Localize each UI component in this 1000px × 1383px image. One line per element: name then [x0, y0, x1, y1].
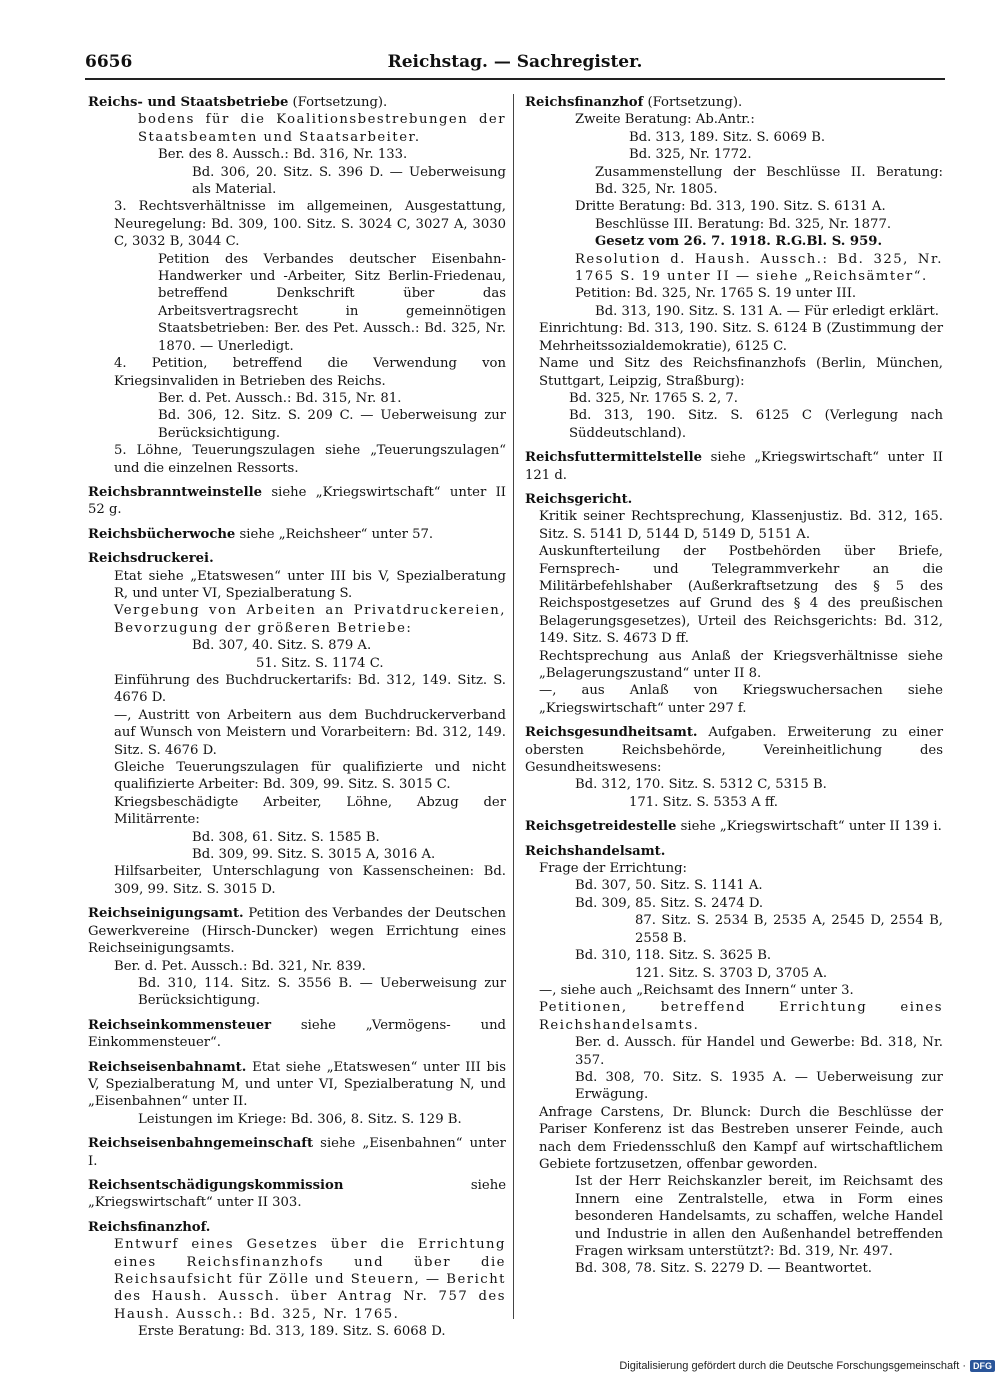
index-entry — [88, 905, 506, 1009]
entry-line: Bd. 308, 70. Sitz. S. 1935 A. — Ueberweisung zur Erwägung. — [575, 1069, 943, 1103]
index-entry — [88, 550, 506, 898]
index-entry — [525, 94, 943, 442]
entry-line: Bd. 307, 40. Sitz. S. 879 A. — [192, 638, 372, 654]
entry-line: Bd. 313, 189. Sitz. S. 6069 B. — [629, 129, 826, 145]
index-entry — [88, 1177, 506, 1212]
entry-line: —, siehe auch „Reichsamt des Innern“ unter 3. — [539, 982, 854, 998]
entry-line: Leistungen im Kriege: Bd. 306, 8. Sitz. S. 129 B. — [138, 1111, 462, 1127]
entry-heading: Reichsdruckerei. — [88, 551, 214, 567]
entry-line: Name und Sitz des Reichsfinanzhofs (Berlin, München, Stuttgart, Leipzig, Straßburg): — [539, 356, 943, 389]
entry-text: siehe „Vermögens- und Einkommensteuer“. — [88, 1017, 506, 1051]
entry-text: siehe „Reichsheer“ unter 57. — [235, 526, 434, 542]
entry-line: Etat siehe „Etatswesen“ unter III bis V, Spezialberatung R, und unter VI, Spezialberatung S. — [114, 568, 506, 601]
entry-heading: Reichsfuttermittelstelle — [525, 450, 703, 466]
entry-text: siehe „Kriegswirtschaft“ unter II 303. — [88, 1177, 506, 1211]
running-header — [85, 52, 945, 76]
index-entry — [88, 526, 506, 543]
entry-line: 121. Sitz. S. 3703 D, 3705 A. — [635, 965, 828, 981]
index-entry — [88, 94, 506, 477]
entry-text: siehe „Eisenbahnen“ unter I. — [88, 1136, 506, 1169]
entry-line: Dritte Beratung: Bd. 313, 190. Sitz. S. 6131 A. — [575, 199, 886, 215]
entry-line: Frage der Errichtung: — [539, 861, 687, 877]
digitization-credit — [600, 1360, 995, 1376]
entry-line: Ber. d. Aussch. für Handel und Gewerbe: Bd. 318, Nr. 357. — [575, 1035, 943, 1068]
index-entry — [88, 484, 506, 519]
entry-line: Gleiche Teuerungszulagen für qualifizierte und nicht qualifizierte Arbeiter: Bd. 309, 99. Sitz. S. 3015 C. — [114, 760, 506, 793]
entry-heading: Reichseinigungsamt. — [88, 906, 244, 922]
entry-line: Einführung des Buchdruckertarifs: Bd. 312, 149. Sitz. S. 4676 D. — [114, 673, 506, 706]
entry-line: Zweite Beratung: Ab.Antr.: — [575, 112, 755, 128]
entry-line: Bd. 310, 118. Sitz. S. 3625 B. — [575, 948, 772, 964]
header-rule — [85, 78, 945, 80]
index-entry — [88, 1017, 506, 1052]
entry-line: Beschlüsse III. Beratung: Bd. 325, Nr. 1877. — [595, 216, 892, 232]
entry-line: Petitionen, betreffend Errichtung eines Reichshandelsamts. — [539, 1000, 943, 1033]
entry-heading: Reichsentschädigungskommission — [88, 1177, 344, 1193]
page-title: Reichstag. — Sachregister. — [387, 52, 643, 72]
index-entry — [525, 491, 943, 717]
index-entry — [88, 1135, 506, 1170]
entry-line: Ber. d. Pet. Aussch.: Bd. 321, Nr. 839. — [114, 958, 366, 974]
entry-heading: Reichsfinanzhof. — [88, 1219, 211, 1235]
entry-line: Entwurf eines Gesetzes über die Errichtung eines Reichsfinanzhofs und über die Reichsaufsicht für Zölle und Steuern, — Bericht des Haush. Aussch. über Antrag Nr. 757 des Haush. Aussch.: Bd. 325, Nr. 1765. — [114, 1237, 506, 1322]
index-entry — [525, 724, 943, 811]
index-entry — [88, 1059, 506, 1129]
entry-continuation: (Fortsetzung). — [288, 95, 388, 110]
index-entry — [525, 843, 943, 1278]
entry-heading: Reichsgericht. — [525, 491, 633, 507]
entry-text: Aufgaben. Erweiterung zu einer obersten Reichsbehörde, Vereinheitlichung des Gesundheitswesens: — [525, 725, 943, 776]
entry-line: Ist der Herr Reichskanzler bereit, im Reichsamt des Innern eine Zentralstelle, etwa in Form eines besonderen Handelsamts, zu schaffen, welche Handel und Industrie in allen den Außenhandel betreffenden Fragen wirksam unterstützt?: Bd. 319, Nr. 497. — [575, 1174, 943, 1259]
entry-line: Petition des Verbandes deutscher Eisenbahn-Handwerker und -Arbeiter, Sitz Berlin-Friedenau, betreffend Denkschrift über das Arbeitsvertragsrecht in gemeinnötigen Staatsbetrieben: Ber. des Pet. Aussch.: Bd. 325, Nr. 1870. — Unerledigt. — [158, 251, 506, 354]
index-entry — [525, 449, 943, 484]
right-column — [525, 94, 943, 1285]
dfg-logo: DFG — [970, 1360, 995, 1372]
entry-line: Bd. 309, 99. Sitz. S. 3015 A, 3016 A. — [192, 847, 436, 863]
entry-heading: Reichseisenbahnamt. — [88, 1059, 247, 1075]
entry-heading: Reichsfinanzhof — [525, 95, 644, 110]
entry-heading: Reichsgesundheitsamt. — [525, 725, 698, 741]
entry-line: Bd. 308, 78. Sitz. S. 2279 D. — Beantwortet. — [575, 1261, 872, 1277]
entry-line: Rechtsprechung aus Anlaß der Kriegsverhältnisse siehe „Belagerungszustand“ unter II 8. — [539, 648, 943, 681]
column-divider — [513, 94, 514, 1319]
entry-text: siehe „Kriegswirtschaft“ unter II 139 i. — [676, 819, 942, 835]
entry-line: bodens für die Koalitionsbestrebungen der Staatsbeamten und Staatsarbeiter. — [138, 112, 506, 145]
entry-heading: Reichshandelsamt. — [525, 843, 666, 859]
entry-line: 171. Sitz. S. 5353 A ff. — [629, 794, 778, 810]
entry-line: Bd. 325, Nr. 1765 S. 2, 7. — [569, 390, 738, 406]
entry-line: Bd. 306, 12. Sitz. S. 209 C. — Ueberweisung zur Berücksichtigung. — [158, 408, 506, 441]
entry-line: Zusammenstellung der Beschlüsse II. Beratung: Bd. 325, Nr. 1805. — [595, 164, 943, 198]
entry-line: 87. Sitz. S. 2534 B, 2535 A, 2545 D, 2554 B, 2558 B. — [635, 913, 943, 946]
entry-text: Petition des Verbandes der Deutschen Gewerkvereine (Hirsch-Duncker) wegen Errichtung eines Reichseinigungsamts. — [88, 906, 506, 957]
entry-line: 5. Löhne, Teuerungszulagen siehe „Teuerungszulagen“ und die einzelnen Ressorts. — [114, 443, 506, 476]
entry-line: 3. Rechtsverhältnisse im allgemeinen, Ausgestattung, Neuregelung: Bd. 309, 100. Sitz. S. 3024 C, 3027 A, 3030 C, 3032 B, 3044 C. — [114, 199, 506, 250]
entry-text: siehe „Kriegswirtschaft“ unter II 121 d. — [525, 450, 943, 483]
entry-line: Bd. 309, 85. Sitz. S. 2474 D. — [575, 895, 764, 911]
entry-line: Resolution d. Haush. Aussch.: Bd. 325, Nr. 1765 S. 19 unter II — siehe „Reichsämter“. — [575, 251, 943, 285]
entry-line: Gesetz vom 26. 7. 1918. R.G.Bl. S. 959. — [595, 234, 883, 250]
entry-heading: Reichs- und Staatsbetriebe — [88, 95, 289, 110]
entry-text: siehe „Kriegswirtschaft“ unter II 52 g. — [88, 484, 506, 518]
entry-line: 51. Sitz. S. 1174 C. — [256, 655, 384, 671]
entry-line: Kritik seiner Rechtsprechung, Klassenjustiz. Bd. 312, 165. Sitz. S. 5141 D, 5144 D, 5149 D, 5151 A. — [539, 509, 943, 542]
entry-line: —, Austritt von Arbeitern aus dem Buchdruckerverband auf Wunsch von Meistern und Vorarbeitern: Bd. 312, 149. Sitz. S. 4676 D. — [114, 707, 506, 758]
entry-heading: Reichseisenbahngemeinschaft — [88, 1136, 314, 1152]
entry-heading: Reichsgetreidestelle — [525, 819, 677, 835]
entry-heading: Reichsbücherwoche — [88, 526, 236, 542]
entry-line: Anfrage Carstens, Dr. Blunck: Durch die Beschlüsse der Pariser Konferenz ist das Bestreben unserer Feinde, auch nach dem Friedensschluß den Kampf auf wirtschaftlichem Gebiete fortzusetzen, offenbar geworden. — [539, 1104, 943, 1172]
entry-line: Petition: Bd. 325, Nr. 1765 S. 19 unter III. — [575, 286, 857, 302]
entry-line: Bd. 310, 114. Sitz. S. 3556 B. — Ueberweisung zur Berücksichtigung. — [138, 975, 506, 1009]
entry-heading: Reichseinkommensteuer — [88, 1017, 272, 1033]
entry-continuation: (Fortsetzung). — [643, 95, 743, 110]
entry-line: Einrichtung: Bd. 313, 190. Sitz. S. 6124 B (Zustimmung der Mehrheitssozialdemokratie), 6125 C. — [539, 321, 943, 354]
entry-line: Bd. 308, 61. Sitz. S. 1585 B. — [192, 829, 380, 845]
entry-line: Kriegsbeschädigte Arbeiter, Löhne, Abzug der Militärrente: — [114, 794, 506, 828]
entry-line: Bd. 313, 190. Sitz. S. 131 A. — Für erledigt erklärt. — [595, 303, 939, 319]
index-entry — [88, 1219, 506, 1341]
entry-line: Bd. 306, 20. Sitz. S. 396 D. — Ueberweisung als Material. — [192, 164, 506, 198]
entry-line: Ber. d. Pet. Aussch.: Bd. 315, Nr. 81. — [158, 390, 402, 406]
credit-text: Digitalisierung gefördert durch die Deutsche Forschungsgemeinschaft · — [619, 1360, 966, 1372]
entry-line: Ber. des 8. Aussch.: Bd. 316, Nr. 133. — [158, 147, 408, 163]
entry-line: Bd. 307, 50. Sitz. S. 1141 A. — [575, 878, 763, 894]
entry-line: Bd. 325, Nr. 1772. — [629, 147, 752, 163]
page-number: 6656 — [85, 52, 133, 72]
entry-line: —, aus Anlaß von Kriegswuchersachen siehe „Kriegswirtschaft“ unter 297 f. — [539, 683, 943, 716]
entry-line: 4. Petition, betreffend die Verwendung von Kriegsinvaliden in Betrieben des Reichs. — [114, 356, 506, 389]
entry-line: Bd. 312, 170. Sitz. S. 5312 C, 5315 B. — [575, 777, 827, 793]
left-column — [88, 94, 506, 1348]
entry-line: Vergebung von Arbeiten an Privatdruckereien, Bevorzugung der größeren Betriebe: — [114, 603, 506, 636]
entry-line: Auskunfterteilung der Postbehörden über Briefe, Fernsprech- und Telegrammverkehr an die Militärbefehlshaber (Außerkraftsetzung des § 5 des Reichspostgesetzes auf Grund des § 4 des preußischen Belagerungsgesetzes), Urteil des Reichsgerichts: Bd. 312, 149. Sitz. S. 4673 D ff. — [539, 544, 943, 647]
index-entry — [525, 818, 943, 835]
entry-text: Etat siehe „Etatswesen“ unter III bis V, Spezialberatung M, und unter VI, Spezialberatung N, und „Eisenbahnen“ unter II. — [88, 1059, 506, 1110]
entry-line: Bd. 313, 190. Sitz. S. 6125 C (Verlegung nach Süddeutschland). — [569, 408, 943, 441]
entry-line: Erste Beratung: Bd. 313, 189. Sitz. S. 6068 D. — [138, 1324, 446, 1340]
entry-line: Hilfsarbeiter, Unterschlagung von Kassenscheinen: Bd. 309, 99. Sitz. S. 3015 D. — [114, 864, 506, 897]
entry-heading: Reichsbranntweinstelle — [88, 484, 263, 500]
